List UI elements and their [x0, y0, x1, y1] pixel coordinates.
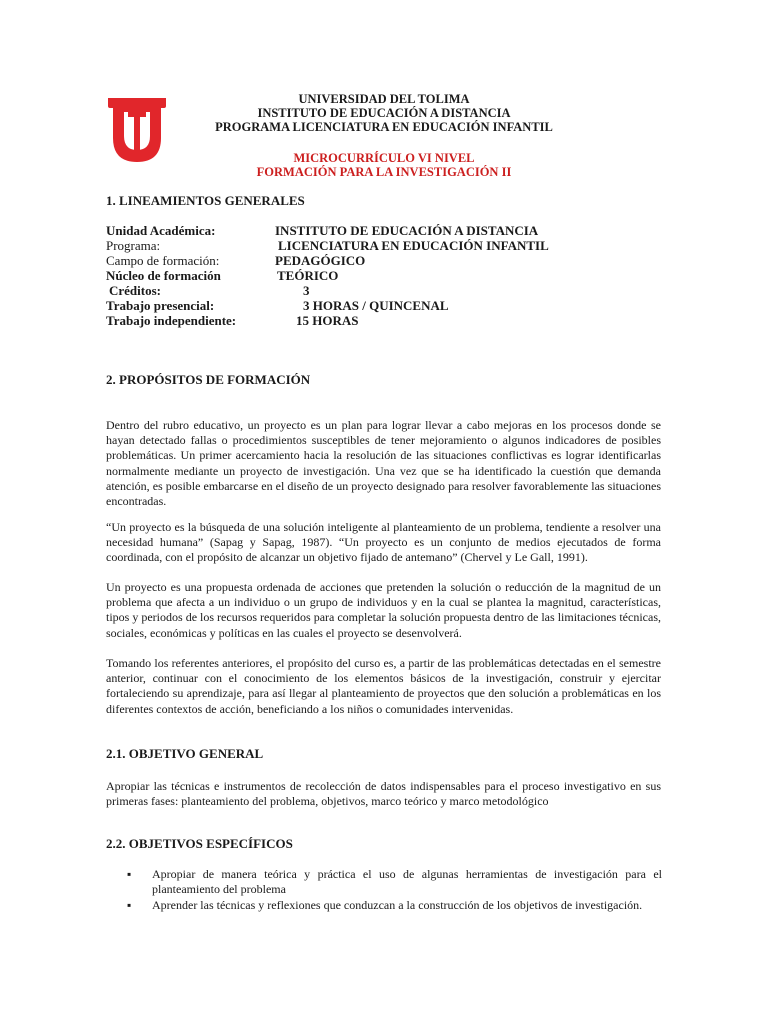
objetivo-general-text: Apropiar las técnicas e instrumentos de recolección de datos indispensables para el proceso investigativo en sus primeras fases: planteamiento del problema, objetivos, marco teórico y marco metodológico — [106, 779, 661, 809]
general-label-independiente: Trabajo independiente: — [106, 313, 237, 328]
general-value-independiente: 15 HORAS — [296, 313, 359, 328]
general-label-unidad: Unidad Académica: — [106, 223, 216, 238]
general-value-campo: PEDAGÓGICO — [275, 253, 366, 268]
objetivo-especifico-1: Apropiar de manera teórica y práctica el uso de algunas herramientas de investigación para el planteamiento del problema — [152, 867, 662, 897]
section-2-heading: 2. PROPÓSITOS DE FORMACIÓN — [106, 372, 311, 387]
general-label-programa: Programa: — [106, 238, 161, 253]
general-value-presencial: 3 HORAS / QUINCENAL — [303, 298, 449, 313]
general-label-campo: Campo de formación: — [106, 253, 220, 268]
program-title: PROGRAMA LICENCIATURA EN EDUCACIÓN INFANTIL — [215, 120, 553, 134]
paragraph-4: Tomando los referentes anteriores, el propósito del curso es, a partir de las problemáticas detectadas en el semestre anterior, continuar con el conocimiento de los elementos básicos de la investigación, construir y ejercitar fortaleciendo su aprendizaje, para así llegar al planteamiento de proyectos que den solución a problemáticas en los diferentes contextos de acción, beneficiando a los niños o comunidades intervenidas. — [106, 656, 661, 716]
paragraph-3: Un proyecto es una propuesta ordenada de acciones que pretenden la solución o reducción de la magnitud de un problema que afecta a un individuo o un grupo de individuos y en la cual se plantea la magnitud, características, tipos y periodos de los recursos requeridos para completar la solución propuesta dentro de las limitaciones técnicas, sociales, económicas y políticas en las cuales el proyecto se desenvolverá. — [106, 580, 661, 640]
general-label-nucleo: Núcleo de formación — [106, 268, 221, 283]
bullet-icon: ▪ — [127, 867, 132, 881]
bullet-icon: ▪ — [127, 898, 132, 912]
general-label-presencial: Trabajo presencial: — [106, 298, 215, 313]
general-value-creditos: 3 — [303, 283, 310, 298]
general-label-creditos: Créditos: — [109, 283, 161, 298]
section-1-heading: 1. LINEAMIENTOS GENERALES — [106, 193, 305, 208]
general-value-unidad: INSTITUTO DE EDUCACIÓN A DISTANCIA — [275, 223, 539, 238]
objetivo-especifico-2: Aprender las técnicas y reflexiones que conduzcan a la construcción de los objetivos de investigación. — [152, 898, 643, 912]
paragraph-2: “Un proyecto es la búsqueda de una solución inteligente al planteamiento de un problema, tendiente a resolver una necesidad humana” (Sapag y Sapag, 1987). “Un proyecto es un conjunto de medios ejecutados de forma coordinada, con el propósito de alcanzar un objetivo fijado de antemano” (Chervel y Le Gall, 1991). — [106, 520, 661, 565]
course-title: FORMACIÓN PARA LA INVESTIGACIÓN II — [256, 165, 512, 179]
section-2-1-heading: 2.1. OBJETIVO GENERAL — [106, 746, 264, 761]
paragraph-1: Dentro del rubro educativo, un proyecto es un plan para lograr llevar a cabo mejoras en los procesos donde se hayan detectado fallas o procedimientos susceptibles de tener mejoramiento o algunos indicadores de posibles problemáticas. Un primer acercamiento hacia la resolución de las situaciones conflictivas es lograr identificarlas normalmente mediante un proyecto de investigación. Una vez que se ha identificado la cuestión que demanda atención, es posible embarcarse en el diseño de un proyecto designado para resolver favorablemente las situaciones encontradas. — [106, 418, 661, 509]
microcurriculum-title: MICROCURRÍCULO VI NIVEL — [293, 151, 475, 165]
university-title: UNIVERSIDAD DEL TOLIMA — [298, 92, 470, 106]
section-2-2-heading: 2.2. OBJETIVOS ESPECÍFICOS — [106, 836, 293, 851]
general-value-programa: LICENCIATURA EN EDUCACIÓN INFANTIL — [278, 238, 549, 253]
general-value-nucleo: TEÓRICO — [277, 268, 339, 283]
institute-title: INSTITUTO DE EDUCACIÓN A DISTANCIA — [257, 106, 511, 120]
